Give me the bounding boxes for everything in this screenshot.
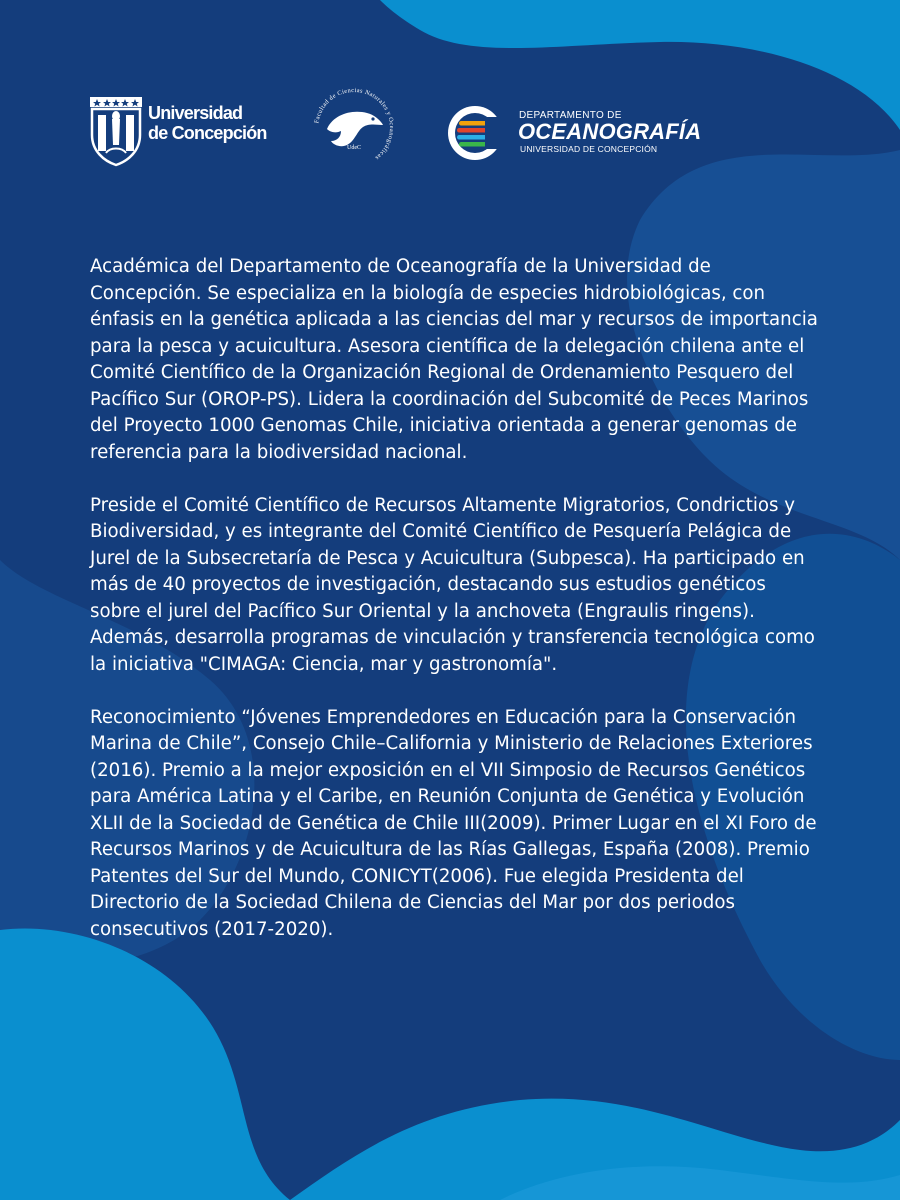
bio-paragraph-2: Preside el Comité Científico de Recursos Altamente Migratorios, Condrictios y Biodiversidad, y es integrante del Comité Científico de Pesquería Pelágica de Jurel de la Subsecretaría de Pesca y Acuicultura (Subpesca). Ha participado en más de 40 proyectos de investigación, destacando sus estudios genéticos sobre el jurel del Pacífico Sur Oriental y la anchoveta (Engraulis ringens). Además, desarrolla programas de vinculación y transferencia tecnológica como la iniciativa "CIMAGA: Ciencia, mar y gastronomía". [90, 494, 815, 675]
bio-paragraph-1: Académica del Departamento de Oceanografía de la Universidad de Concepción. Se especializa en la biología de especies hidrobiológicas, con énfasis en la genética aplicada a las ciencias del mar y recursos de importancia para la pesca y acuicultura. Asesora científica de la delegación chilena ante el Comité Científico de la Organización Regional de Ordenamiento Pesquero del Pacífico Sur (OROP-PS). Lidera la coordinación del Subcomité de Peces Marinos del Proyecto 1000 Genomas Chile, iniciativa orientada a generar genomas de referencia para la biodiversidad nacional. [90, 256, 818, 463]
faculty-ring-text: Facultad de Ciencias Naturales y Oceanográficas [313, 86, 396, 162]
oceanografia-dept: DEPARTAMENTO DE [519, 110, 622, 121]
oceanografia-logo [445, 103, 705, 163]
udec-logo [88, 95, 278, 157]
faculty-emblem-icon [311, 85, 397, 171]
udec-name-line2: de Concepción [148, 123, 267, 143]
oceanografia-university: UNIVERSIDAD DE CONCEPCIÓN [520, 144, 658, 154]
oceanografia-mark-icon [445, 103, 509, 163]
udec-name-line1: Universidad [148, 103, 243, 123]
oceanografia-title: OCEANOGRAFÍA [518, 119, 702, 144]
faculty-logo [311, 85, 397, 171]
bio-text [90, 254, 820, 970]
bio-paragraph-3: Reconocimiento “Jóvenes Emprendedores en Educación para la Conservación Marina de Chile”, Consejo Chile–California y Ministerio de Relaciones Exteriores (2016). Premio a la mejor exposición en el VII Simposio de Recursos Genéticos para América Latina y el Caribe, en Reunión Conjunta de Genética y Evolución XLII de la Sociedad de Genética de Chile III(2009). Primer Lugar en el XI Foro de Recursos Marinos y de Acuicultura de las Rías Gallegas, España (2008). Premio Patentes del Sur del Mundo, CONICYT(2006). Fue elegida Presidenta del Directorio de la Sociedad Chilena de Ciencias del Mar por dos periodos consecutivos (2017-2020). [90, 706, 817, 940]
udec-name [148, 103, 267, 143]
fish-shape [327, 112, 383, 146]
faculty-short: UdeC [347, 145, 361, 151]
logo-bar [0, 85, 900, 185]
udec-crest-icon [88, 95, 144, 167]
